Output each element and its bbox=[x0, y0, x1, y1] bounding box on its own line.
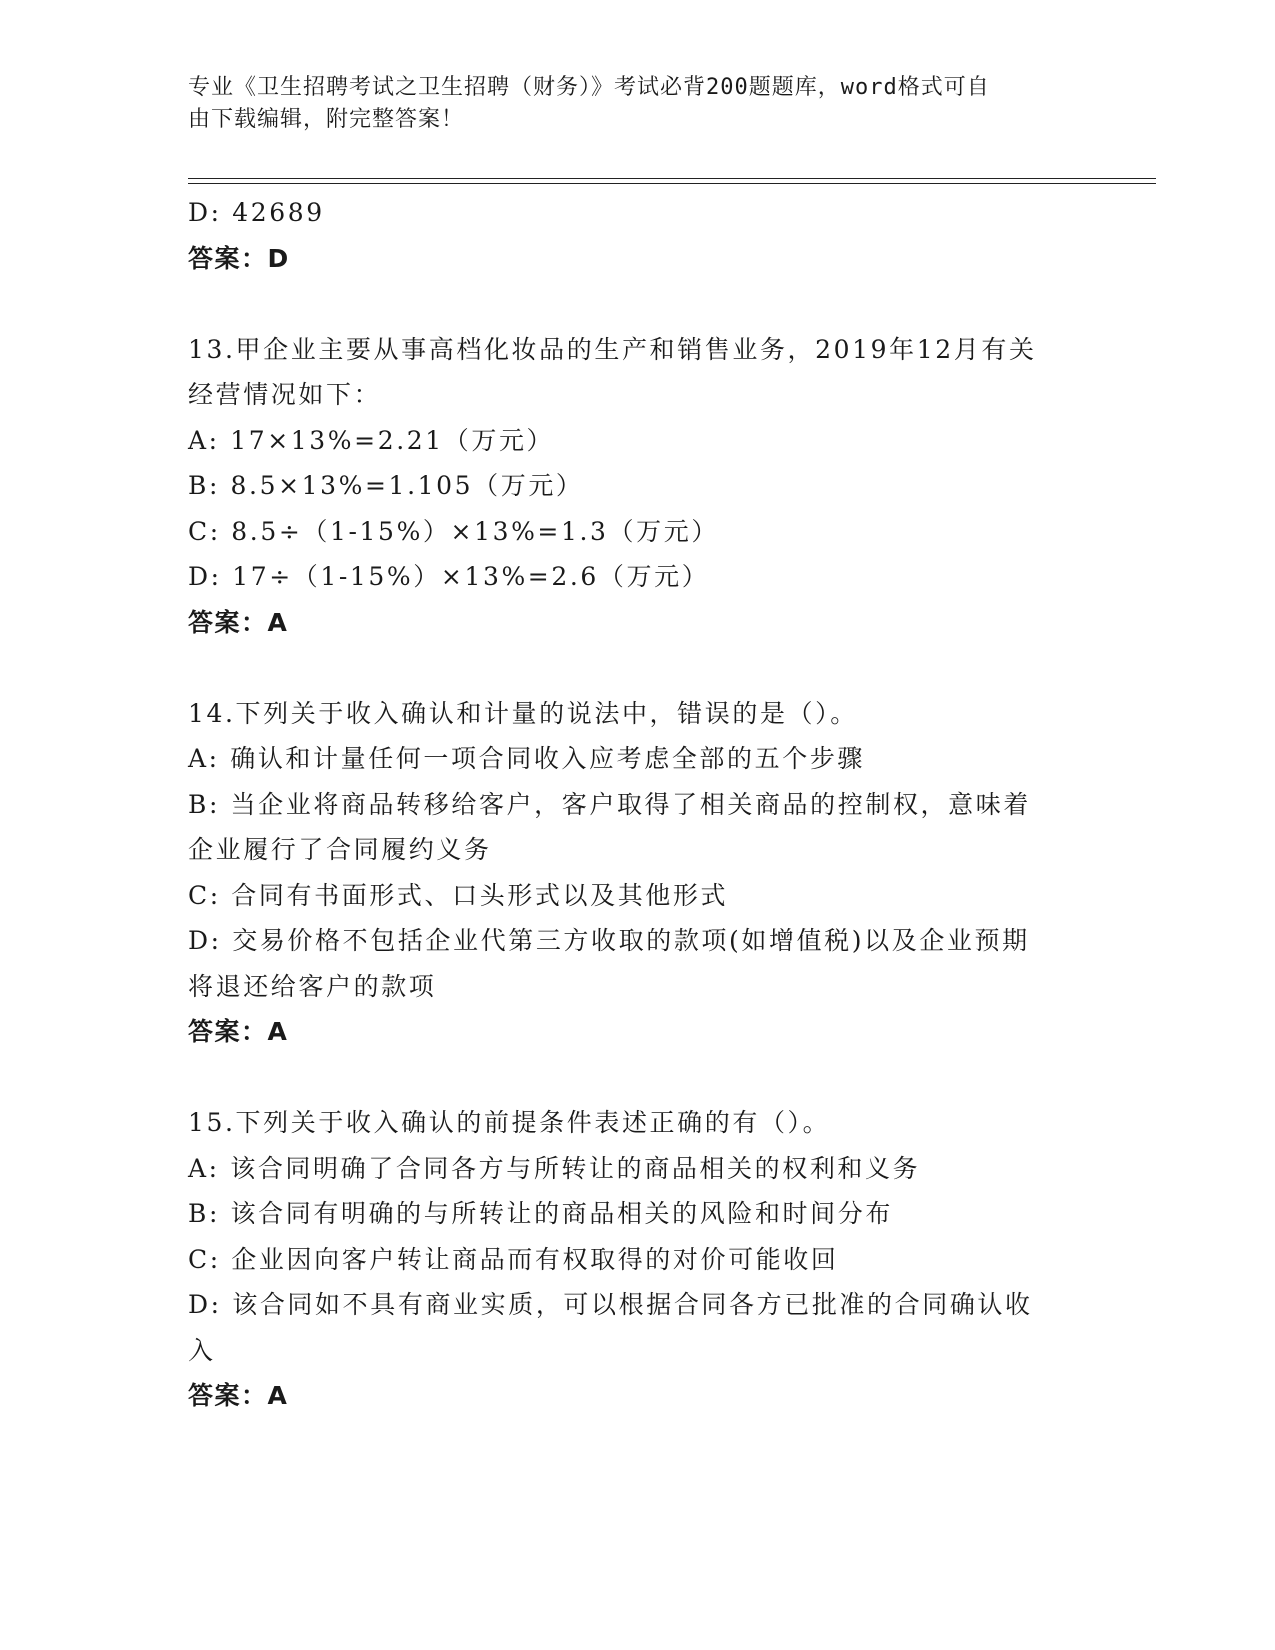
question-15 bbox=[188, 1100, 1088, 1419]
question-stem: 13.甲企业主要从事高档化妆品的生产和销售业务，2019年12月有关 bbox=[188, 334, 1037, 364]
spacer bbox=[188, 645, 1088, 691]
option-c: C: 合同有书面形式、口头形式以及其他形式 bbox=[188, 880, 729, 910]
option-a: A: 17×13%=2.21（万元） bbox=[188, 425, 555, 455]
question-13 bbox=[188, 327, 1088, 646]
option-b-continued: 企业履行了合同履约义务 bbox=[188, 835, 492, 864]
header-line-1: 专业《卫生招聘考试之卫生招聘（财务）》考试必背200题题库，word格式可自 bbox=[188, 75, 990, 100]
question-stem: 15.下列关于收入确认的前提条件表述正确的有（）。 bbox=[188, 1108, 831, 1137]
option-b: B: 当企业将商品转移给客户，客户取得了相关商品的控制权，意味着 bbox=[188, 789, 1031, 819]
spacer bbox=[188, 281, 1088, 327]
option-c: C: 8.5÷（1-15%）×13%=1.3（万元） bbox=[188, 516, 719, 546]
question-stem: 14.下列关于收入确认和计量的说法中，错误的是（）。 bbox=[188, 698, 858, 728]
answer-line: 答案：A bbox=[188, 1381, 289, 1410]
answer-line: 答案：A bbox=[188, 1017, 289, 1046]
header-line-2: 由下载编辑，附完整答案！ bbox=[188, 107, 465, 132]
spacer bbox=[188, 1055, 1088, 1101]
option-b: B: 该合同有明确的与所转让的商品相关的风险和时间分布 bbox=[188, 1199, 893, 1228]
option-c: C: 企业因向客户转让商品而有权取得的对价可能收回 bbox=[188, 1244, 839, 1274]
question-14 bbox=[188, 691, 1088, 1055]
header-rule-top bbox=[188, 178, 1156, 179]
answer-line: 答案：A bbox=[188, 607, 289, 637]
option-a: A: 该合同明确了合同各方与所转让的商品相关的权利和义务 bbox=[188, 1153, 921, 1183]
answer-line: 答案：D bbox=[188, 243, 290, 273]
option-d: D: 17÷（1-15%）×13%=2.6（万元） bbox=[188, 562, 710, 591]
option-d-continued: 入 bbox=[188, 1335, 216, 1365]
option-d-continued: 将退还给客户的款项 bbox=[188, 971, 437, 1001]
question-content bbox=[188, 190, 1088, 1419]
previous-question-tail bbox=[188, 190, 1088, 281]
option-d: D: 该合同如不具有商业实质，可以根据合同各方已批准的合同确认收 bbox=[188, 1290, 1033, 1319]
option-a: A: 确认和计量任何一项合同收入应考虑全部的五个步骤 bbox=[188, 744, 866, 773]
header-rule-bottom bbox=[188, 183, 1156, 184]
option-d: D: 42689 bbox=[188, 198, 325, 227]
option-b: B: 8.5×13%=1.105（万元） bbox=[188, 471, 584, 500]
page-header bbox=[188, 72, 1068, 136]
option-d: D: 交易价格不包括企业代第三方收取的款项(如增值税)以及企业预期 bbox=[188, 926, 1030, 955]
question-stem-continued: 经营情况如下： bbox=[188, 380, 382, 409]
